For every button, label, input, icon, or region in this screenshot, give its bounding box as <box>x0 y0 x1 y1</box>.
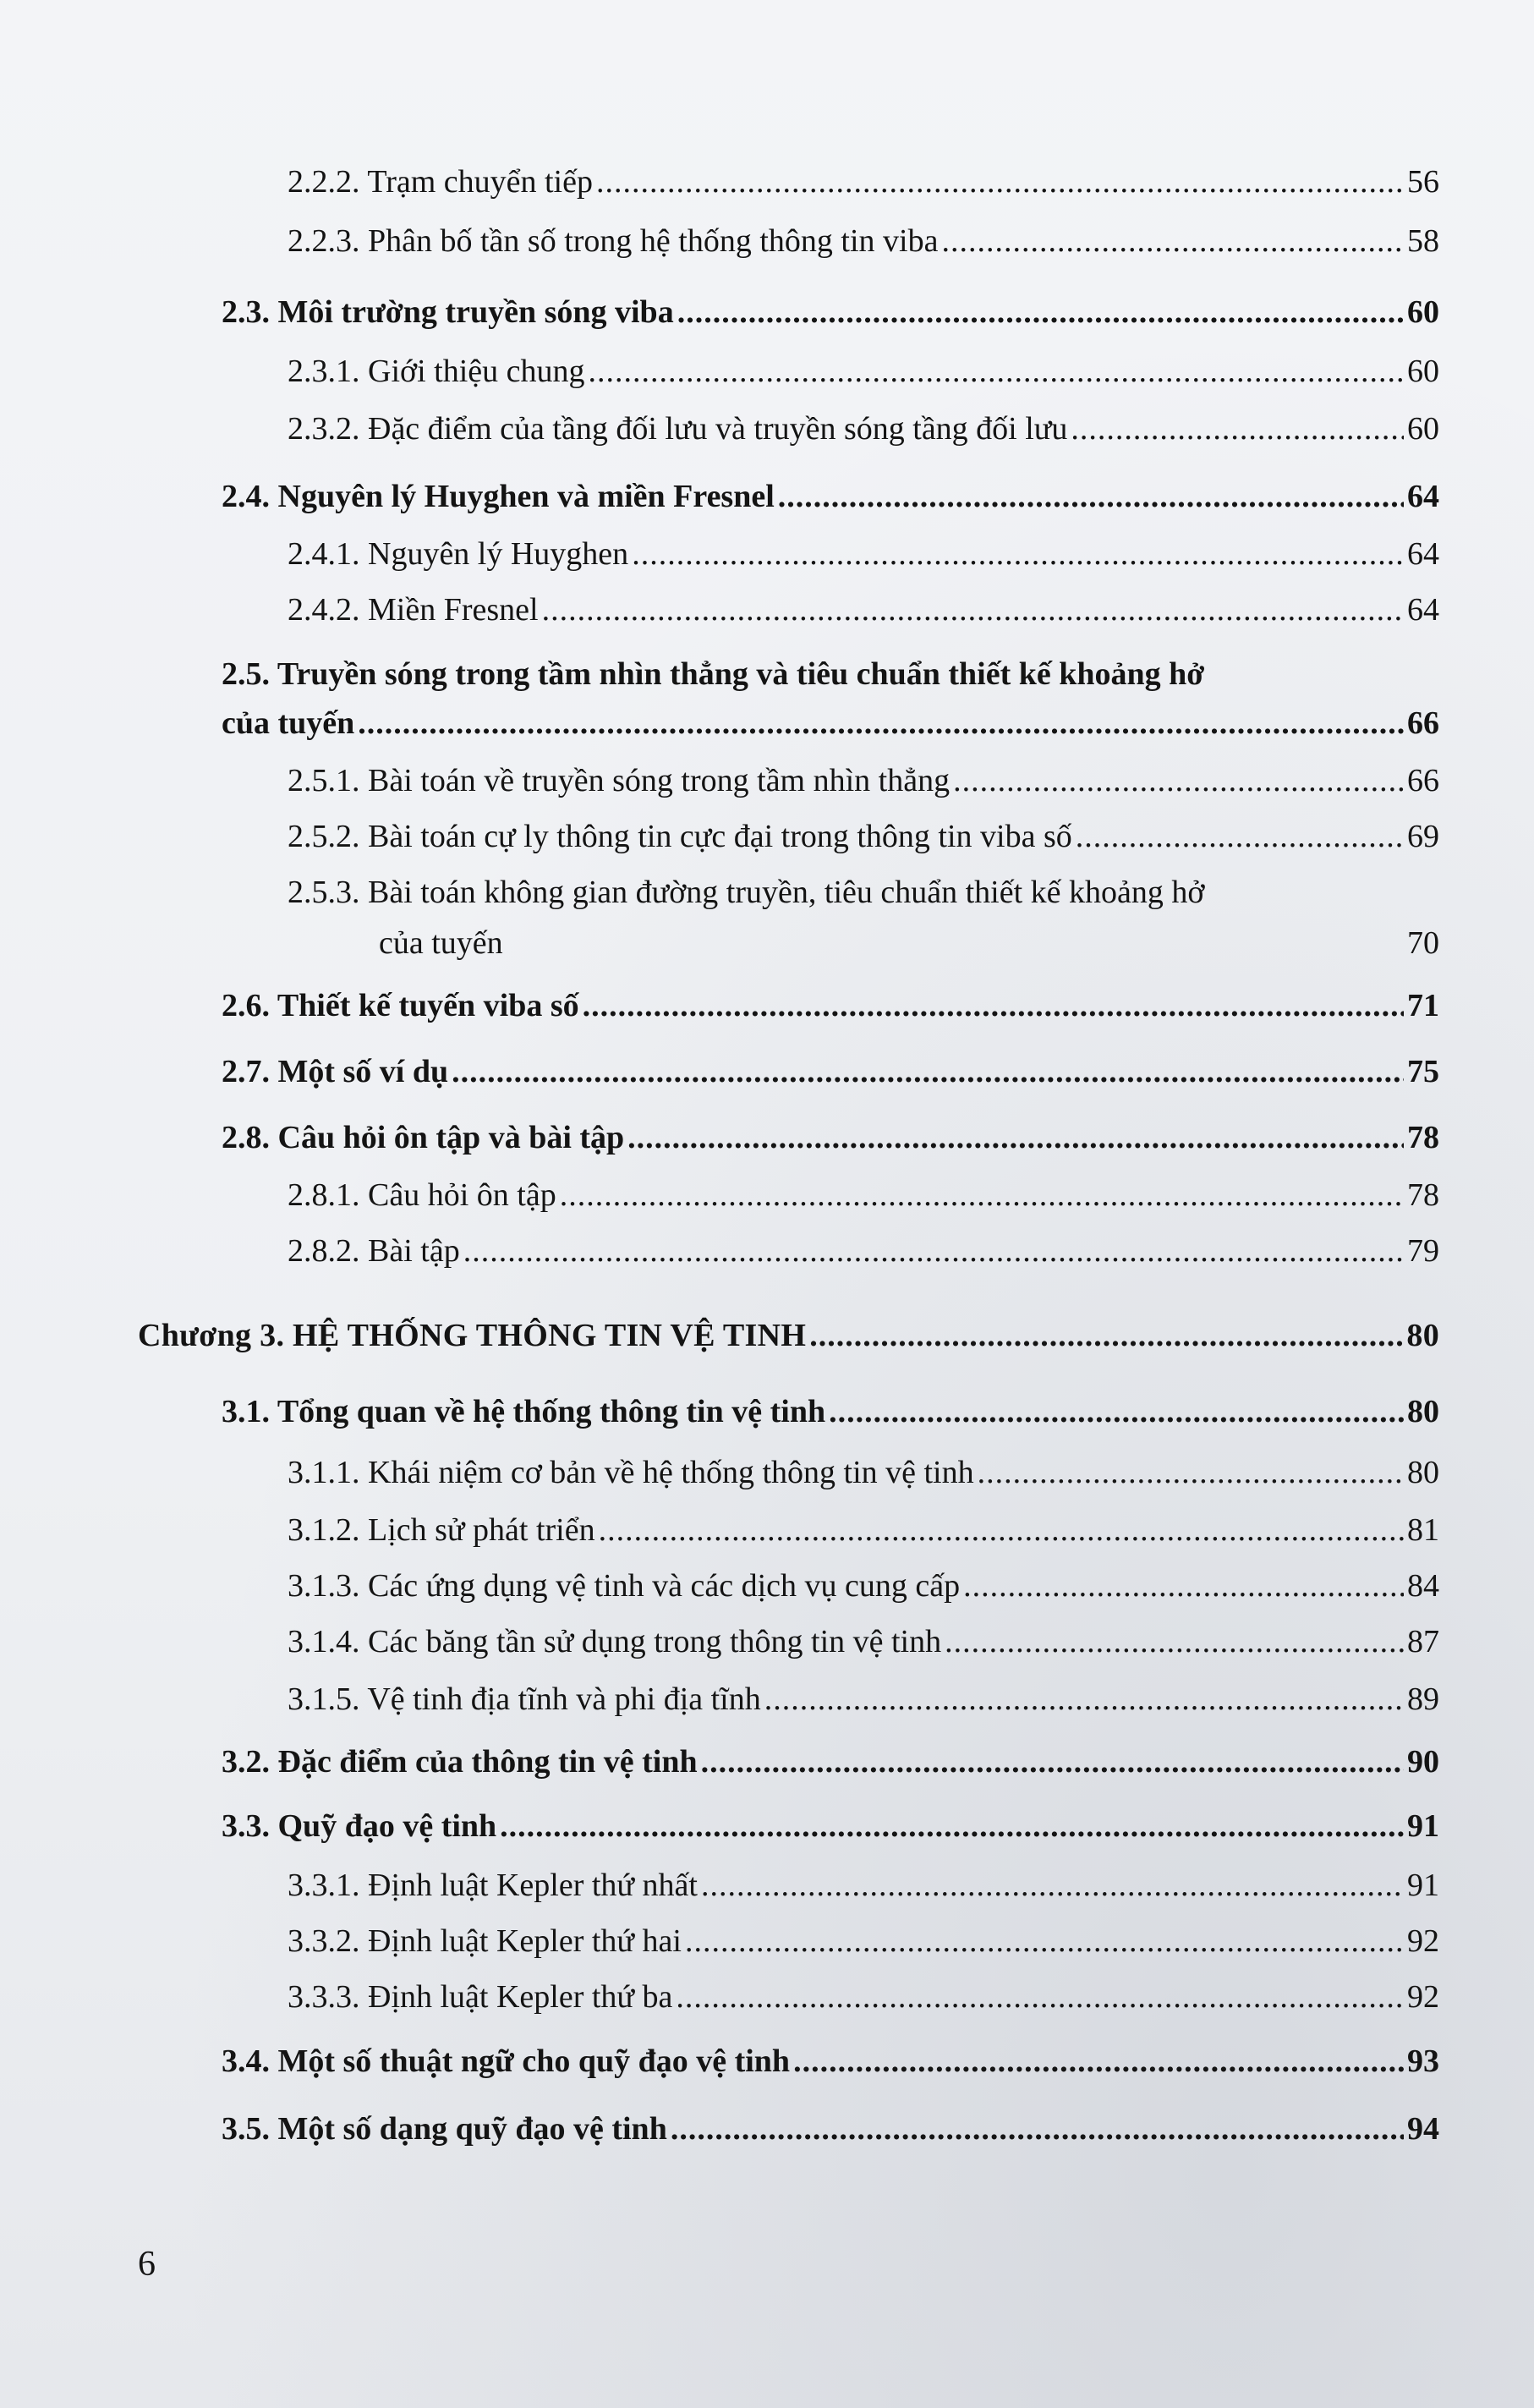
dot-leader <box>809 1316 1403 1355</box>
toc-entry-title: 2.5.2. Bài toán cự ly thông tin cực đại trong thông tin viba số <box>288 819 1072 854</box>
dot-leader <box>793 2042 1404 2081</box>
toc-entry-title: 3.2. Đặc điểm của thông tin vệ tinh <box>222 1744 698 1780</box>
dot-leader <box>599 1511 1404 1550</box>
dot-leader <box>1071 409 1404 448</box>
toc-entry-2-3 <box>222 293 1439 332</box>
toc-entry-2-5 <box>222 704 1439 743</box>
toc-page-number: 64 <box>1407 479 1439 514</box>
toc-entry-title: 2.3.1. Giới thiệu chung <box>288 354 585 389</box>
toc-page-number: 78 <box>1407 1177 1439 1213</box>
toc-entry-2-4 <box>222 477 1439 516</box>
dot-leader <box>627 1118 1404 1157</box>
dot-leader <box>583 986 1404 1025</box>
toc-page-number: 71 <box>1407 988 1439 1023</box>
dot-leader <box>463 1231 1404 1270</box>
dot-leader <box>953 761 1404 800</box>
toc-entry-2-3-1 <box>288 352 1439 391</box>
toc-entry-2-5-1 <box>288 761 1439 800</box>
toc-entry-title: 3.3.2. Định luật Kepler thứ hai <box>288 1923 682 1959</box>
toc-entry-3-1 <box>222 1392 1439 1431</box>
toc-entry-2-4-2 <box>288 590 1439 629</box>
toc-page-number: 60 <box>1407 354 1439 389</box>
toc-entry-title: 3.5. Một số dạng quỹ đạo vệ tinh <box>222 2111 667 2147</box>
toc-entry-title: 3.3.1. Định luật Kepler thứ nhất <box>288 1868 698 1903</box>
toc-page-number: 60 <box>1407 294 1439 330</box>
toc-page-number: 70 <box>1407 925 1439 961</box>
dot-leader <box>358 704 1404 743</box>
toc-entry-3-1-1 <box>288 1453 1439 1492</box>
toc-page-number: 60 <box>1407 411 1439 447</box>
toc-entry-title: 2.8.1. Câu hỏi ôn tập <box>288 1177 556 1213</box>
dot-leader <box>978 1453 1404 1492</box>
toc-entry-title: 2.4.1. Nguyên lý Huyghen <box>288 536 629 572</box>
dot-leader <box>452 1052 1404 1091</box>
toc-page-number: 58 <box>1407 223 1439 259</box>
toc-entry-title: 3.1.4. Các băng tần sử dụng trong thông tin vệ tinh <box>288 1624 942 1659</box>
dot-leader <box>676 1977 1404 2016</box>
toc-page-number: 66 <box>1407 705 1439 741</box>
dot-leader <box>764 1680 1404 1719</box>
toc-entry-title: 3.1.5. Vệ tinh địa tĩnh và phi địa tĩnh <box>288 1681 761 1717</box>
toc-entry-3-1-5 <box>288 1680 1439 1719</box>
toc-page-number: 56 <box>1407 164 1439 200</box>
toc-chapter-3 <box>138 1316 1439 1355</box>
dot-leader <box>685 1922 1404 1961</box>
toc-entry-3-3 <box>222 1807 1439 1846</box>
toc-entry-title: 3.1.3. Các ứng dụng vệ tinh và các dịch vụ cung cấp <box>288 1568 961 1604</box>
toc-page-number: 92 <box>1407 1923 1439 1959</box>
toc-entry-2-3-2 <box>288 409 1439 448</box>
toc-entry-title: của tuyến <box>222 705 355 741</box>
toc-entry-2-5-3 <box>379 924 1439 963</box>
toc-page-number: 80 <box>1407 1394 1439 1429</box>
toc-entry-2-7 <box>222 1052 1439 1091</box>
toc-page-number: 80 <box>1406 1318 1439 1353</box>
dot-leader <box>500 1807 1404 1846</box>
toc-entry-2-8-2 <box>288 1231 1439 1270</box>
toc-entry-title: 2.3. Môi trường truyền sóng viba <box>222 294 674 330</box>
toc-entry-2-5-3-line1: 2.5.3. Bài toán không gian đường truyền, tiêu chuẩn thiết kế khoảng hở <box>288 875 1205 910</box>
toc-entry-3-5 <box>222 2109 1439 2148</box>
toc-entry-2-8 <box>222 1118 1439 1157</box>
dot-leader <box>542 590 1404 629</box>
toc-page-number: 69 <box>1407 819 1439 854</box>
dot-leader <box>677 293 1404 332</box>
toc-entry-3-2 <box>222 1742 1439 1781</box>
toc-page-number: 90 <box>1407 1744 1439 1780</box>
dot-leader <box>963 1566 1404 1605</box>
toc-entry-3-3-1 <box>288 1866 1439 1905</box>
toc-page-number: 64 <box>1407 592 1439 628</box>
toc-page-number: 94 <box>1407 2111 1439 2147</box>
toc-page-number: 66 <box>1407 763 1439 798</box>
toc-entry-2-5-2 <box>288 817 1439 856</box>
toc-entry-3-4 <box>222 2042 1439 2081</box>
toc-page-number: 91 <box>1407 1868 1439 1903</box>
dot-leader <box>941 222 1404 261</box>
toc-entry-title: 2.4. Nguyên lý Huyghen và miền Fresnel <box>222 479 775 514</box>
toc-entry-3-1-3 <box>288 1566 1439 1605</box>
toc-entry-2-4-1 <box>288 535 1439 573</box>
toc-entry-3-1-4 <box>288 1622 1439 1661</box>
toc-entry-3-3-3 <box>288 1977 1439 2016</box>
toc-entry-2-2-3 <box>288 222 1439 261</box>
toc-entry-title: 2.7. Một số ví dụ <box>222 1054 449 1089</box>
toc-page-number: 80 <box>1407 1455 1439 1490</box>
toc-entry-title: 2.8.2. Bài tập <box>288 1233 460 1269</box>
toc-entry-3-3-2 <box>288 1922 1439 1961</box>
dot-leader <box>671 2109 1404 2148</box>
toc-page-number: 75 <box>1407 1054 1439 1089</box>
dot-leader <box>1076 817 1404 856</box>
toc-entry-title: 2.8. Câu hỏi ôn tập và bài tập <box>222 1120 625 1155</box>
toc-entry-title: 2.2.3. Phân bố tần số trong hệ thống thông tin viba <box>288 223 939 259</box>
toc-entry-3-1-2 <box>288 1511 1439 1550</box>
dot-leader <box>701 1742 1404 1781</box>
toc-entry-2-2-2 <box>288 162 1439 201</box>
toc-page-number: 78 <box>1407 1120 1439 1155</box>
dot-leader <box>945 1622 1404 1661</box>
dot-leader <box>632 535 1404 573</box>
toc-page-number: 84 <box>1407 1568 1439 1604</box>
toc-page-number: 91 <box>1407 1808 1439 1844</box>
toc-entry-title: 2.5.1. Bài toán về truyền sóng trong tầm nhìn thẳng <box>288 763 951 798</box>
dot-leader <box>589 352 1405 391</box>
toc-page-number: 81 <box>1407 1512 1439 1548</box>
toc-entry-title: của tuyến <box>379 925 503 961</box>
toc-entry-title: 2.2.2. Trạm chuyển tiếp <box>288 164 593 200</box>
toc-entry-2-5-line1: 2.5. Truyền sóng trong tầm nhìn thẳng và tiêu chuẩn thiết kế khoảng hở <box>222 656 1205 692</box>
toc-page-number: 87 <box>1407 1624 1439 1659</box>
dot-leader <box>829 1392 1404 1431</box>
toc-entry-2-8-1 <box>288 1176 1439 1215</box>
page-number-folio: 6 <box>138 2245 156 2284</box>
toc-page-number: 92 <box>1407 1979 1439 2015</box>
toc-entry-title: 3.4. Một số thuật ngữ cho quỹ đạo vệ tinh <box>222 2043 791 2079</box>
toc-entry-title: Chương 3. HỆ THỐNG THÔNG TIN VỆ TINH <box>138 1318 807 1353</box>
toc-entry-title: 3.1.1. Khái niệm cơ bản về hệ thống thông tin vệ tinh <box>288 1455 974 1490</box>
toc-page-number: 93 <box>1407 2043 1439 2079</box>
dot-leader <box>560 1176 1404 1215</box>
toc-entry-title: 3.3. Quỹ đạo vệ tinh <box>222 1808 497 1844</box>
dot-leader <box>596 162 1404 201</box>
toc-entry-title: 3.1. Tổng quan về hệ thống thông tin vệ tinh <box>222 1394 826 1429</box>
dot-leader <box>778 477 1404 516</box>
toc-entry-title: 3.1.2. Lịch sử phát triển <box>288 1512 595 1548</box>
toc-entry-2-6 <box>222 986 1439 1025</box>
toc-entry-title: 2.6. Thiết kế tuyến viba số <box>222 988 579 1023</box>
dot-leader <box>701 1866 1404 1905</box>
toc-entry-title: 2.4.2. Miền Fresnel <box>288 592 539 628</box>
toc-page-number: 79 <box>1407 1233 1439 1269</box>
toc-entry-title: 2.3.2. Đặc điểm của tầng đối lưu và truyền sóng tầng đối lưu <box>288 411 1068 447</box>
toc-page-number: 89 <box>1407 1681 1439 1717</box>
toc-page-number: 64 <box>1407 536 1439 572</box>
toc-entry-title: 3.3.3. Định luật Kepler thứ ba <box>288 1979 673 2015</box>
